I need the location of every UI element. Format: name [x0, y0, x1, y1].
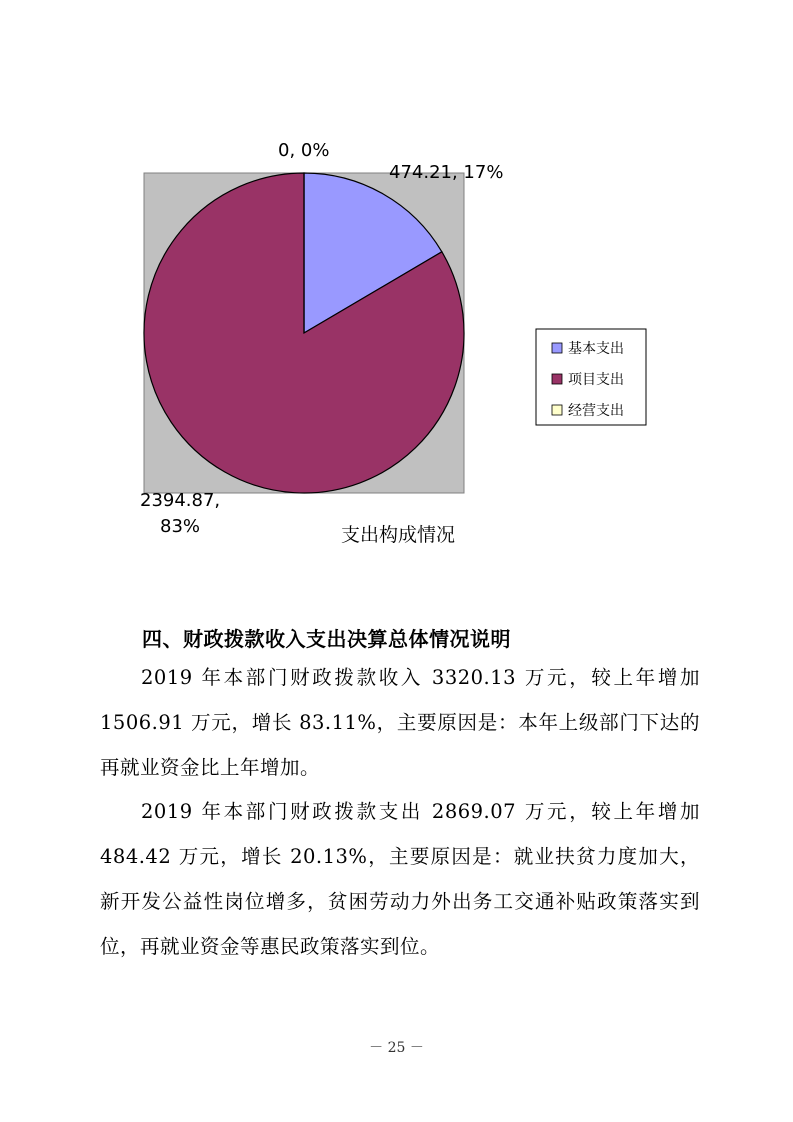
- data-label-project-value: 2394.87,: [140, 490, 221, 511]
- legend-label-basic: 基本支出: [568, 341, 624, 357]
- legend-swatch-basic: [552, 343, 562, 353]
- paragraph-income: [100, 655, 700, 790]
- legend: [536, 329, 646, 425]
- paragraph-expenditure: [100, 789, 700, 969]
- data-label-operating: 0, 0%: [278, 140, 330, 161]
- section-heading: 四、财政拨款收入支出决算总体情况说明: [142, 627, 511, 651]
- chart-title: 支出构成情况: [341, 524, 456, 546]
- legend-swatch-project: [552, 374, 562, 384]
- paragraph-income-text: 2019 年本部门财政拨款收入 3320.13 万元，较上年增加 1506.91 万元，增长 83.11%，主要原因是：本年上级部门下达的再就业资金比上年增加。: [100, 666, 700, 779]
- data-label-project-percent: 83%: [160, 516, 201, 537]
- legend-label-project: 项目支出: [568, 372, 624, 388]
- legend-swatch-operating: [552, 405, 562, 415]
- paragraph-expenditure-text: 2019 年本部门财政拨款支出 2869.07 万元，较上年增加 484.42 万元，增长 20.13%，主要原因是：就业扶贫力度加大，新开发公益性岗位增多，贫困劳动力外出务工交通补贴政策落实到位，再就业资金等惠民政策落实到位。: [100, 800, 700, 958]
- data-label-basic: 474.21, 17%: [389, 162, 504, 183]
- legend-label-operating: 经营支出: [568, 403, 624, 419]
- page-number: － 25 －: [369, 1040, 424, 1056]
